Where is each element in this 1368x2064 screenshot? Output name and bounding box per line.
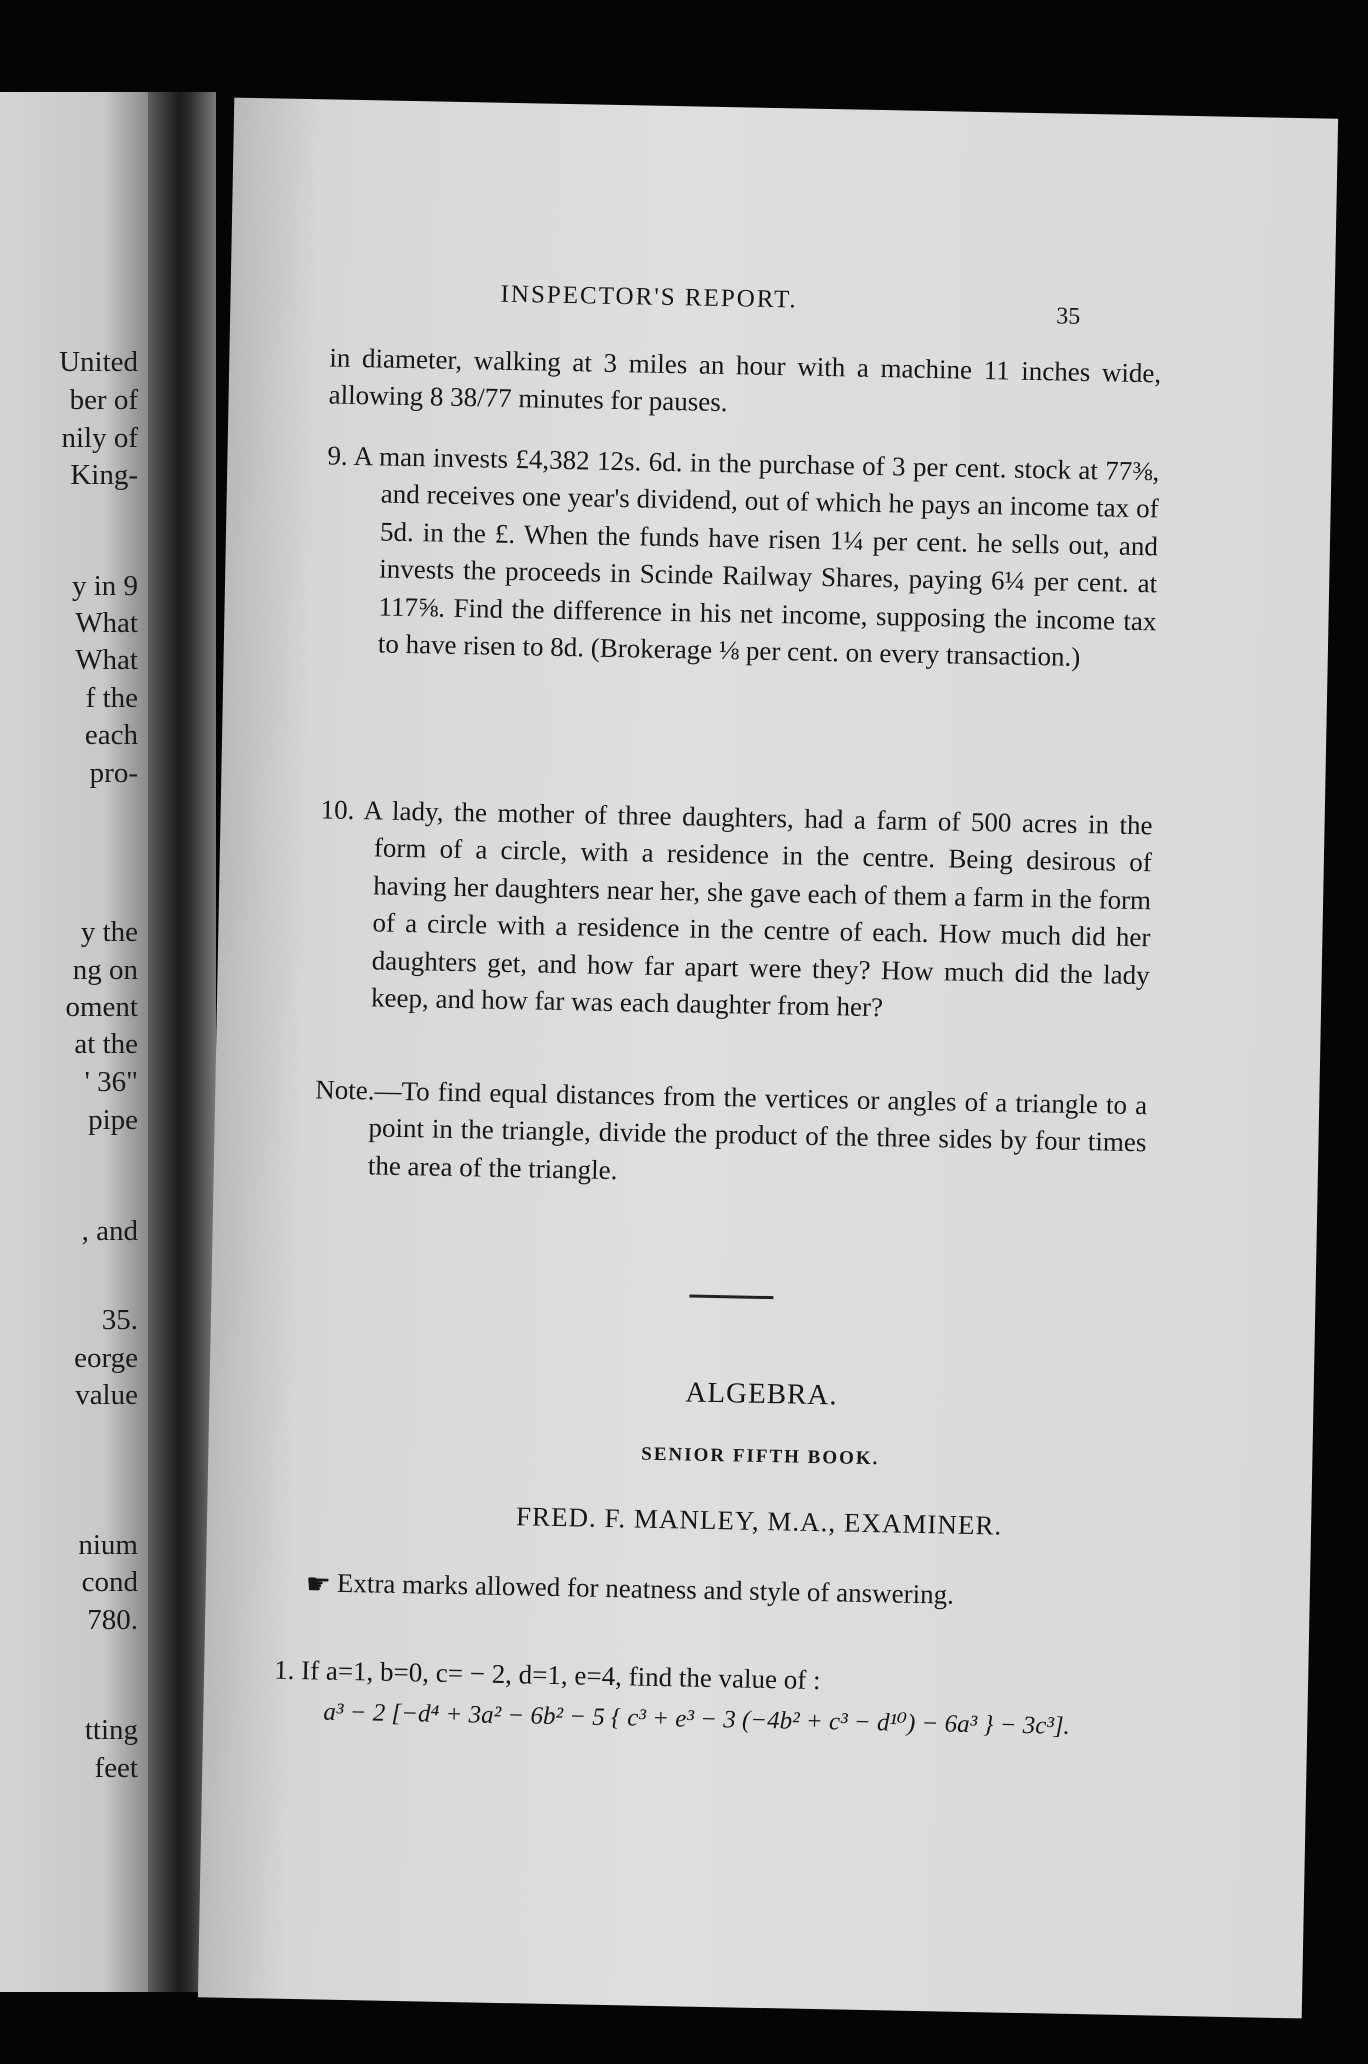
question-number: 10. xyxy=(320,794,355,826)
left-page-line: tting xyxy=(84,1714,138,1746)
continuation-paragraph: in diameter, walking at 3 miles an hour with a machine 11 inches wide, allowing 8 38/77 minutes for pauses. xyxy=(328,342,1162,418)
left-page-line: value xyxy=(75,1379,138,1411)
left-page-line: eorge xyxy=(74,1342,138,1374)
left-page-line: at the xyxy=(74,1028,138,1060)
left-page-line: What xyxy=(75,607,138,639)
left-page-line: feet xyxy=(94,1752,138,1784)
notice-text: Extra marks allowed for neatness and style of answering. xyxy=(336,1567,955,1610)
algebra-expression: a³ − 2 [−d⁴ + 3a² − 6b² − 5 { c³ + e³ − 3 (−4b² + c³ − d¹⁰) − 6a³ } − 3c³]. xyxy=(323,1698,1071,1740)
left-page-line: y the xyxy=(80,916,138,948)
page-number: 35 xyxy=(1056,303,1081,330)
left-page-line: pro- xyxy=(89,757,138,789)
question-text: A man invests £4,382 12s. 6d. in the purchase of 3 per cent. stock at 77⅜, and receives one year's dividend, out of which he pays an income tax of 5d. in the £. When the funds have risen 1¼ per cent. he sells out, and invests the proceeds in Scinde Railway Shares, paying 6¼ per cent. at 117⅝. Find the difference in his net income, supposing the income tax to have risen to 8d. (Brokerage ⅛ per cent. on every transaction.) xyxy=(353,440,1160,672)
left-page-line: cond xyxy=(81,1566,138,1598)
left-page-line: oment xyxy=(65,991,138,1023)
running-header: INSPECTOR'S REPORT. xyxy=(500,280,798,314)
left-page-line: United xyxy=(59,346,138,378)
left-page-line: , and xyxy=(81,1215,138,1247)
left-page-line: ber of xyxy=(69,384,138,416)
question-number: 1. xyxy=(273,1654,295,1686)
left-page-line: f the xyxy=(85,682,138,714)
left-page-line: ' 36" xyxy=(84,1066,138,1098)
note-paragraph: Note.—To find equal distances from the vertices or angles of a triangle to a point in the triangle, divide the product of the three sides by four times the area of the triangle. xyxy=(315,1074,1148,1185)
left-page-line: nium xyxy=(78,1529,138,1561)
left-page-line: nily of xyxy=(61,422,138,454)
left-page-line: y in 9 xyxy=(71,570,138,602)
pointing-hand-icon: ☛ xyxy=(305,1569,332,1601)
question-number: 9. xyxy=(327,440,349,471)
left-page-line: 780. xyxy=(87,1604,138,1636)
left-page-line: each xyxy=(84,719,138,751)
marks-notice xyxy=(305,1567,1137,1617)
question-text: If a=1, b=0, c= − 2, d=1, e=4, find the value of : xyxy=(300,1655,821,1696)
question-9 xyxy=(324,437,1160,677)
left-page-line: 35. xyxy=(101,1304,138,1336)
left-page-line: ng on xyxy=(72,954,138,986)
question-text: A lady, the mother of three daughters, had a farm of 500 acres in the form of a circle, with a residence in the centre. Being desirous of having her daughters near her, she gave each of them a farm in the form of a circle with a residence in the centre of each. How much did her daughters get, and how far apart were they? How much did the lady keep, and how far was each daughter from her? xyxy=(363,795,1153,1023)
section-title: ALGEBRA. xyxy=(685,1376,838,1412)
page-35 xyxy=(198,98,1338,2019)
section-divider xyxy=(689,1295,773,1300)
left-page-line: What xyxy=(75,644,138,676)
left-page-line: pipe xyxy=(88,1104,138,1136)
section-subtitle: SENIOR FIFTH BOOK. xyxy=(641,1443,880,1470)
question-10 xyxy=(317,791,1153,1031)
left-facing-page xyxy=(0,92,148,1992)
examiner-line: FRED. F. MANLEY, M.A., EXAMINER. xyxy=(515,1501,1003,1541)
algebra-question-1 xyxy=(273,1649,1136,1750)
left-page-line: King- xyxy=(70,459,138,491)
